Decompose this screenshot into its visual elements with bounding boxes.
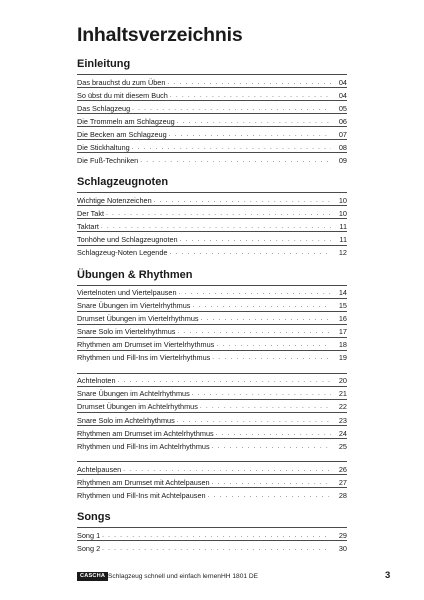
toc-entry-page-number: 30 bbox=[338, 543, 347, 553]
dot-leader bbox=[123, 465, 331, 474]
toc-entry[interactable] bbox=[77, 527, 347, 540]
toc-entry[interactable] bbox=[77, 192, 347, 205]
dot-leader bbox=[169, 248, 331, 257]
group-spacer bbox=[77, 451, 347, 460]
toc-entry[interactable] bbox=[77, 373, 347, 386]
dot-leader bbox=[167, 78, 331, 87]
toc-entry-title: Rhythmen und Fill-Ins mit Achtelpausen bbox=[77, 490, 206, 500]
toc-entry-title: Taktart bbox=[77, 221, 99, 231]
toc-entry-title: Rhythmen und Fill-Ins im Achtelrhythmus bbox=[77, 441, 210, 451]
toc-entry-page-number: 24 bbox=[338, 428, 347, 438]
toc-entry[interactable] bbox=[77, 245, 347, 258]
toc-entry-page-number: 06 bbox=[338, 116, 347, 126]
toc-entry-page-number: 15 bbox=[338, 301, 347, 311]
toc-entry-title: Das Schlagzeug bbox=[77, 103, 131, 113]
toc-entry[interactable] bbox=[77, 487, 347, 500]
toc-entry-title: Das brauchst du zum Üben bbox=[77, 77, 166, 87]
toc-entry[interactable] bbox=[77, 113, 347, 126]
section-heading: Songs bbox=[77, 511, 111, 524]
section-spacer bbox=[77, 165, 347, 174]
toc-entry[interactable] bbox=[77, 399, 347, 412]
toc-entry-page-number: 05 bbox=[338, 103, 347, 113]
toc-entry[interactable] bbox=[77, 386, 347, 399]
toc-entry-page-number: 07 bbox=[338, 129, 347, 139]
page-title: Inhaltsverzeichnis bbox=[77, 24, 243, 46]
toc-entry-title: Die Fuß-Techniken bbox=[77, 155, 139, 165]
toc-entry-page-number: 27 bbox=[338, 477, 347, 487]
toc-entry-page-number: 25 bbox=[338, 441, 347, 451]
publisher-logo: CASCHA bbox=[77, 572, 108, 581]
toc-entry-page-number: 14 bbox=[338, 288, 347, 298]
toc-entry-title: Die Stickhaltung bbox=[77, 142, 130, 152]
toc-entry-title: So übst du mit diesem Buch bbox=[77, 90, 168, 100]
toc-entry[interactable] bbox=[77, 152, 347, 165]
dot-leader bbox=[212, 353, 331, 362]
toc-entry-page-number: 12 bbox=[338, 248, 347, 258]
toc-entry-page-number: 10 bbox=[338, 208, 347, 218]
footer-book-title: Schlagzeug schnell und einfach lernen bbox=[108, 573, 221, 580]
toc-entry-page-number: 26 bbox=[338, 464, 347, 474]
dot-leader bbox=[177, 416, 331, 425]
toc-entry[interactable] bbox=[77, 324, 347, 337]
section-spacer bbox=[77, 500, 347, 509]
dot-leader bbox=[200, 402, 331, 411]
toc-entry[interactable] bbox=[77, 425, 347, 438]
toc-entry-page-number: 28 bbox=[338, 490, 347, 500]
toc-entry-title: Rhythmen am Drumset im Viertelrhythmus bbox=[77, 340, 215, 350]
toc-entry-page-number: 17 bbox=[338, 327, 347, 337]
toc-entry-title: Snare Übungen im Viertelrhythmus bbox=[77, 301, 191, 311]
dot-leader bbox=[101, 222, 331, 231]
section-heading: Einleitung bbox=[77, 58, 131, 70]
dot-leader bbox=[102, 544, 331, 553]
toc-entry[interactable] bbox=[77, 540, 347, 553]
dot-leader bbox=[132, 104, 331, 113]
dot-leader bbox=[106, 209, 331, 218]
toc-entry-title: Rhythmen am Drumset im Achtelrhythmus bbox=[77, 428, 214, 438]
toc-entry-page-number: 21 bbox=[338, 389, 347, 399]
toc-entry-page-number: 20 bbox=[338, 376, 347, 386]
toc-entry-title: Rhythmen am Drumset mit Achtelpausen bbox=[77, 477, 210, 487]
entry-group bbox=[77, 73, 347, 165]
toc-entry-page-number: 16 bbox=[338, 314, 347, 324]
toc-entry[interactable] bbox=[77, 74, 347, 87]
toc-entry[interactable] bbox=[77, 100, 347, 113]
toc-entry[interactable] bbox=[77, 438, 347, 451]
toc-entry-title: Viertelnoten und Viertelpausen bbox=[77, 288, 177, 298]
toc-entry-page-number: 04 bbox=[338, 77, 347, 87]
toc-entry-page-number: 04 bbox=[338, 90, 347, 100]
dot-leader bbox=[169, 130, 331, 139]
entry-group bbox=[77, 372, 347, 451]
toc-entry[interactable] bbox=[77, 218, 347, 231]
toc-entry[interactable] bbox=[77, 350, 347, 363]
toc-entry-title: Song 1 bbox=[77, 530, 101, 540]
toc-entry-title: Achtelpausen bbox=[77, 464, 122, 474]
section-heading: Übungen & Rhythmen bbox=[77, 268, 193, 281]
dot-leader bbox=[208, 491, 331, 500]
toc-entry[interactable] bbox=[77, 205, 347, 218]
dot-leader bbox=[212, 442, 331, 451]
dot-leader bbox=[170, 91, 331, 100]
toc-entry[interactable] bbox=[77, 311, 347, 324]
toc-entry-title: Die Trommeln am Schlagzeug bbox=[77, 116, 175, 126]
toc-entry[interactable] bbox=[77, 126, 347, 139]
toc-entry-title: Achtelnoten bbox=[77, 376, 116, 386]
toc-entry-page-number: 22 bbox=[338, 402, 347, 412]
dot-leader bbox=[118, 376, 331, 385]
dot-leader bbox=[177, 327, 331, 336]
entry-group bbox=[77, 460, 347, 500]
toc-entry-title: Der Takt bbox=[77, 208, 105, 218]
dot-leader bbox=[132, 143, 331, 152]
toc-entry[interactable] bbox=[77, 139, 347, 152]
toc-entry[interactable] bbox=[77, 337, 347, 350]
dot-leader bbox=[102, 531, 331, 540]
section-heading: Schlagzeugnoten bbox=[77, 176, 169, 189]
dot-leader bbox=[192, 389, 331, 398]
toc-entry[interactable] bbox=[77, 285, 347, 298]
toc-entry[interactable] bbox=[77, 412, 347, 425]
dot-leader bbox=[201, 314, 331, 323]
dot-leader bbox=[216, 340, 331, 349]
toc-entry-page-number: 18 bbox=[338, 340, 347, 350]
toc-entry-title: Drumset Übungen im Achtelrhythmus bbox=[77, 402, 198, 412]
toc-entry[interactable] bbox=[77, 87, 347, 100]
group-spacer bbox=[77, 363, 347, 372]
dot-leader bbox=[212, 478, 331, 487]
dot-leader bbox=[179, 288, 331, 297]
dot-leader bbox=[192, 301, 331, 310]
dot-leader bbox=[216, 429, 331, 438]
toc-entry-title: Drumset Übungen im Viertelrhythmus bbox=[77, 314, 199, 324]
toc-entry-page-number: 23 bbox=[338, 415, 347, 425]
toc-entry-title: Snare Übungen im Achtelrhythmus bbox=[77, 389, 190, 399]
entry-group bbox=[77, 191, 347, 257]
toc-entry-title: Schlagzeug-Noten Legende bbox=[77, 248, 168, 258]
toc-entry[interactable] bbox=[77, 298, 347, 311]
toc-entry-title: Snare Solo im Viertelrhythmus bbox=[77, 327, 176, 337]
toc-entry[interactable] bbox=[77, 231, 347, 244]
toc-entry-title: Wichtige Notenzeichen bbox=[77, 195, 152, 205]
toc-entry-page-number: 11 bbox=[339, 235, 347, 245]
footer-product-code: HH 1801 DE bbox=[221, 573, 259, 580]
toc-entry-title: Tonhöhe und Schlagzeugnoten bbox=[77, 235, 178, 245]
dot-leader bbox=[180, 235, 331, 244]
dot-leader bbox=[177, 117, 331, 126]
toc-entry-page-number: 08 bbox=[338, 142, 347, 152]
toc-entry-page-number: 19 bbox=[338, 353, 347, 363]
toc-entry-title: Die Becken am Schlagzeug bbox=[77, 129, 167, 139]
toc-entry[interactable] bbox=[77, 461, 347, 474]
toc-entry-title: Snare Solo im Achtelrhythmus bbox=[77, 415, 175, 425]
dot-leader bbox=[140, 156, 331, 165]
entry-group bbox=[77, 284, 347, 363]
toc-entry-page-number: 11 bbox=[339, 221, 347, 231]
toc-entry-page-number: 09 bbox=[338, 155, 347, 165]
section-spacer bbox=[77, 258, 347, 267]
entry-group bbox=[77, 526, 347, 553]
toc-entry-page-number: 10 bbox=[338, 195, 347, 205]
dot-leader bbox=[154, 196, 331, 205]
toc-entry[interactable] bbox=[77, 474, 347, 487]
toc-entry-page-number: 29 bbox=[338, 530, 347, 540]
toc-entry-title: Song 2 bbox=[77, 543, 101, 553]
page-number: 3 bbox=[385, 570, 391, 581]
table-of-contents bbox=[77, 56, 347, 553]
toc-entry-title: Rhythmen und Fill-Ins im Viertelrhythmus bbox=[77, 353, 211, 363]
